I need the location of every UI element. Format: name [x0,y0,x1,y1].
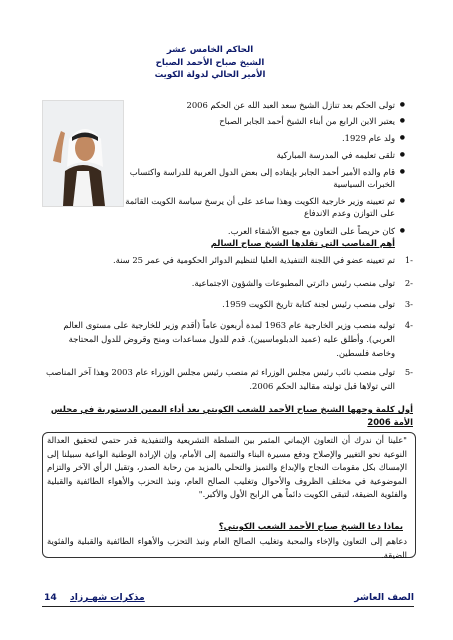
speech-heading: أول كلمة وجهها الشيخ صباح الأحمد للشعب الكويتي بعد أداء اليمين الدستورية في مجلس الأمة 2006 [50,404,413,427]
position-number: -2 [404,278,413,288]
position-item [45,297,413,311]
title-line-2: الشيخ صباح الأحمد الصباح [155,57,265,68]
page-number: 14 [44,592,57,603]
position-text: توليه منصب وزير الخارجية عام 1963 لمدة أربعون عاماً (أقدم وزير للخارجية على مستوى العالم العربي). وأطلق عليه (عميد الدبلوماسيين). قدم للدول مساعدات ومنح وقروض للدول المحتاجة وخاصة فلسطين. [63,320,395,358]
position-text: تولى منصب رئيس دائرتي المطبوعات والشؤون الاجتماعية. [191,278,395,288]
position-item [45,318,413,360]
positions-heading: أهم المناصب التي تقلدها الشيخ صباح السالم [210,238,395,248]
position-text: تم تعيينه عضو في اللجنة التنفيذية العليا لتنظيم الدوائر الحكومية في عمر 25 سنة. [112,255,395,265]
position-text: تولى منصب رئيس لجنة كتابة تاريخ الكويت 1959. [222,299,395,309]
bio-item: كان حريصاً على التعاون مع جميع الأشقاء العرب. ● [228,225,395,237]
position-number: -5 [404,367,413,377]
bio-item: تم تعيينه وزير خارجية الكويت وهذا ساعد على أن يرسخ سياسة الكويت القائمة على التوازن وعدم الاندفاع ● [125,195,395,219]
position-text: تولى منصب نائب رئيس مجلس الوزراء ثم منصب رئيس مجلس الوزراء عام 2003 وهذا آخر المناصب التي تولاها قبل توليته مقاليد الحكم 2006. [46,367,395,391]
position-number: -1 [404,255,413,265]
position-item [45,365,413,393]
speech-text: "علينا أن ندرك أن التعاون الإيماني المثمر بين السلطة التشريعية والتنفيذية قدر حتمي لتحقيق العدالة النوعية نحو التغيير والإصلاح ودفع مسيرة البناء والتنمية إلى الأمام، وإن الإرادة الوطنية الواعية سبيلنا إلى الإمساك بكل مقومات النجاح والإبداع والتميز والتحلي بالمزيد من رحابة الصدر، وتقبل الرأي الآخر والتزام الموضوعية في مختلف الظروف والأحوال وتغليب الصالح العام، ونبذ التحزب والأهواء الطائفية والقبلية والفئوية الضيقة، لتبقى الكويت دائماً هي الرابح الأول والأكبر." [47,435,407,499]
position-item [45,253,413,267]
title-block [120,44,300,82]
bio-item: تولى الحكم بعد تنازل الشيخ سعد العبد الله عن الحكم 2006 ● [186,99,395,111]
footer-rule [42,606,414,607]
book-title: مذكرات شهـرزاد [70,592,145,603]
bio-item: تلقى تعليمه في المدرسة المباركية ● [277,149,395,161]
title-line-1: الحاكم الخامس عشر [166,45,254,55]
portrait-photo [42,100,124,207]
position-item [45,276,413,290]
footer [44,592,414,606]
position-number: -3 [404,299,413,309]
position-number: -4 [404,320,413,330]
title-line-3: الأمير الحالي لدولة الكويت [154,70,266,80]
answer: دعاهم إلى التعاون والإخاء والمحبة وتغليب الصالح العام ونبذ التحزب والأهواء الطائفية والقبلية والفئوية الضيقة. [47,536,407,560]
bio-item: قام والده الأمير أحمد الجابر بإيفاده إلى بعض الدول العربية للدراسة واكتساب الخبرات السياسية ● [125,166,395,190]
bio-item: ولد عام 1929. ● [342,132,395,144]
bio-item: يعتبر الابن الرابع من أبناء الشيخ أحمد الجابر الصباح ● [219,115,395,127]
question: بماذا دعا الشيخ صباح الأحمد الشعب الكويتي؟ [218,521,403,531]
portrait-image [43,101,123,206]
grade-label: الصف العاشر [354,592,414,603]
